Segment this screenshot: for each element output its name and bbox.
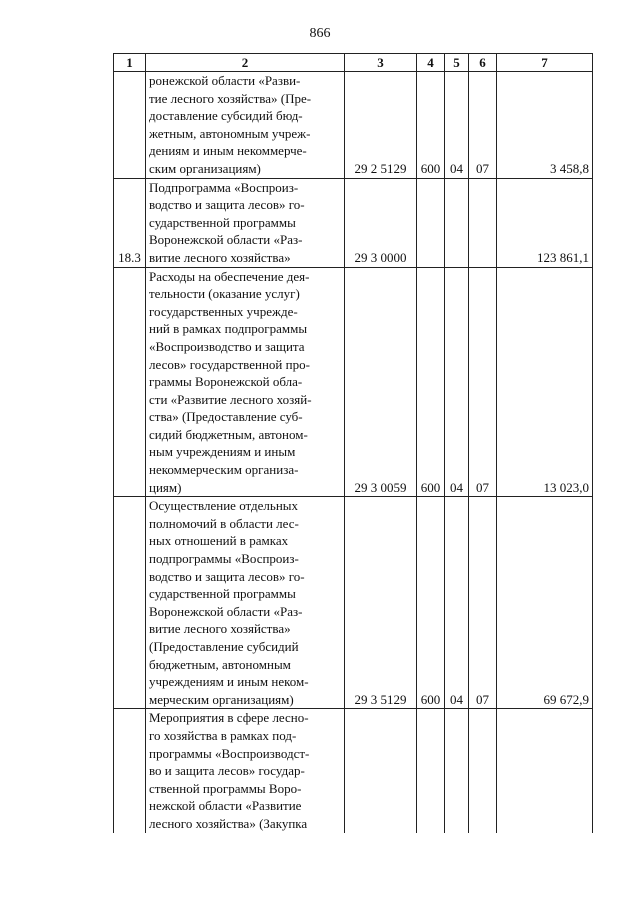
table-row bbox=[114, 267, 593, 497]
budget-table bbox=[113, 53, 593, 833]
amount-value bbox=[497, 709, 593, 833]
table-body bbox=[114, 72, 593, 833]
description-line: жетным, автономным учреж- bbox=[149, 125, 311, 141]
description-line: ским организациям) bbox=[149, 160, 261, 176]
expense-type-code bbox=[417, 709, 445, 833]
description-line: го хозяйства в рамках под- bbox=[149, 727, 297, 743]
row-number bbox=[114, 709, 146, 833]
description-line: во и защита лесов» государ- bbox=[149, 763, 305, 779]
description-line: Осуществление отдельных bbox=[149, 498, 299, 514]
header-cell-3: 3 bbox=[345, 54, 417, 72]
target-article-code: 29 3 0059 bbox=[345, 267, 417, 497]
amount-value: 13 023,0 bbox=[497, 267, 593, 497]
description-line: лесов» государственной про- bbox=[149, 356, 310, 372]
table-row bbox=[114, 178, 593, 267]
table-row bbox=[114, 709, 593, 833]
row-number: 18.3 bbox=[114, 178, 146, 267]
description-line: сти «Развитие лесного хозяй- bbox=[149, 391, 312, 407]
description-line: ний в рамках подпрограммы bbox=[149, 321, 308, 337]
row-description bbox=[146, 178, 345, 267]
header-cell-2: 2 bbox=[146, 54, 345, 72]
expense-type-code: 600 bbox=[417, 72, 445, 179]
header-cell-4: 4 bbox=[417, 54, 445, 72]
expense-type-code bbox=[417, 178, 445, 267]
header-cell-7: 7 bbox=[497, 54, 593, 72]
description-line: полномочий в области лес- bbox=[149, 515, 299, 531]
row-number bbox=[114, 72, 146, 179]
header-row bbox=[114, 54, 593, 72]
description-line: программы «Воспроизводст- bbox=[149, 745, 310, 761]
description-line: водство и защита лесов» го- bbox=[149, 197, 305, 213]
description-line: бюджетным, автономным bbox=[149, 656, 291, 672]
description-line: тие лесного хозяйства» (Пре- bbox=[149, 90, 312, 106]
subsection-code: 07 bbox=[469, 267, 497, 497]
amount-value: 3 458,8 bbox=[497, 72, 593, 179]
description-line: «Воспроизводство и защита bbox=[149, 338, 305, 354]
section-code bbox=[445, 709, 469, 833]
description-line: сударственной программы bbox=[149, 214, 296, 230]
expense-type-code: 600 bbox=[417, 497, 445, 709]
target-article-code: 29 2 5129 bbox=[345, 72, 417, 179]
target-article-code: 29 3 0000 bbox=[345, 178, 417, 267]
description-line: мерческим организациям) bbox=[149, 691, 294, 707]
description-line: (Предоставление субсидий bbox=[149, 639, 299, 654]
row-description bbox=[146, 709, 345, 833]
description-line: лесного хозяйства» (Закупка bbox=[149, 815, 308, 831]
section-code: 04 bbox=[445, 497, 469, 709]
row-number bbox=[114, 497, 146, 709]
table-row bbox=[114, 497, 593, 709]
description-line: Воронежской области «Раз- bbox=[149, 232, 303, 248]
description-line: ным учреждениям и иным bbox=[149, 444, 296, 460]
section-code: 04 bbox=[445, 72, 469, 179]
row-number bbox=[114, 267, 146, 497]
description-line: Расходы на обеспечение дея- bbox=[149, 268, 310, 284]
section-code bbox=[445, 178, 469, 267]
description-line: Мероприятия в сфере лесно- bbox=[149, 710, 309, 726]
description-line: циям) bbox=[149, 479, 182, 495]
description-line: государственных учрежде- bbox=[149, 303, 298, 319]
description-line: ственной программы Воро- bbox=[149, 780, 302, 796]
subsection-code: 07 bbox=[469, 497, 497, 709]
header-cell-1: 1 bbox=[114, 54, 146, 72]
description-line: сударственной программы bbox=[149, 586, 296, 602]
description-line: граммы Воронежской обла- bbox=[149, 374, 303, 390]
subsection-code bbox=[469, 178, 497, 267]
description-line: некоммерческим организа- bbox=[149, 462, 299, 478]
amount-value: 69 672,9 bbox=[497, 497, 593, 709]
description-line: ронежской области «Разви- bbox=[149, 73, 301, 88]
description-line: нежской области «Развитие bbox=[149, 798, 302, 814]
description-line: сидий бюджетным, автоном- bbox=[149, 426, 308, 442]
target-article-code: 29 3 5129 bbox=[345, 497, 417, 709]
table-row bbox=[114, 72, 593, 179]
description-line: Воронежской области «Раз- bbox=[149, 603, 303, 619]
row-description bbox=[146, 267, 345, 497]
subsection-code: 07 bbox=[469, 72, 497, 179]
description-line: Подпрограмма «Воспроиз- bbox=[149, 179, 299, 195]
header-cell-6: 6 bbox=[469, 54, 497, 72]
subsection-code bbox=[469, 709, 497, 833]
row-description bbox=[146, 72, 345, 179]
description-line: ства» (Предоставление суб- bbox=[149, 409, 303, 425]
description-line: доставление субсидий бюд- bbox=[149, 108, 303, 124]
description-line: подпрограммы «Воспроиз- bbox=[149, 551, 299, 567]
section-code: 04 bbox=[445, 267, 469, 497]
page-number: 866 bbox=[309, 26, 331, 41]
expense-type-code: 600 bbox=[417, 267, 445, 497]
description-line: витие лесного хозяйства» bbox=[149, 249, 291, 265]
header-cell-5: 5 bbox=[445, 54, 469, 72]
description-line: витие лесного хозяйства» bbox=[149, 621, 291, 637]
target-article-code bbox=[345, 709, 417, 833]
description-line: учреждениям и иным неком- bbox=[149, 674, 309, 690]
description-line: дениям и иным некоммерче- bbox=[149, 143, 307, 159]
description-line: водство и защита лесов» го- bbox=[149, 568, 305, 584]
row-description bbox=[146, 497, 345, 709]
description-line: ных отношений в рамках bbox=[149, 533, 289, 549]
description-line: тельности (оказание услуг) bbox=[149, 286, 300, 302]
amount-value: 123 861,1 bbox=[497, 178, 593, 267]
